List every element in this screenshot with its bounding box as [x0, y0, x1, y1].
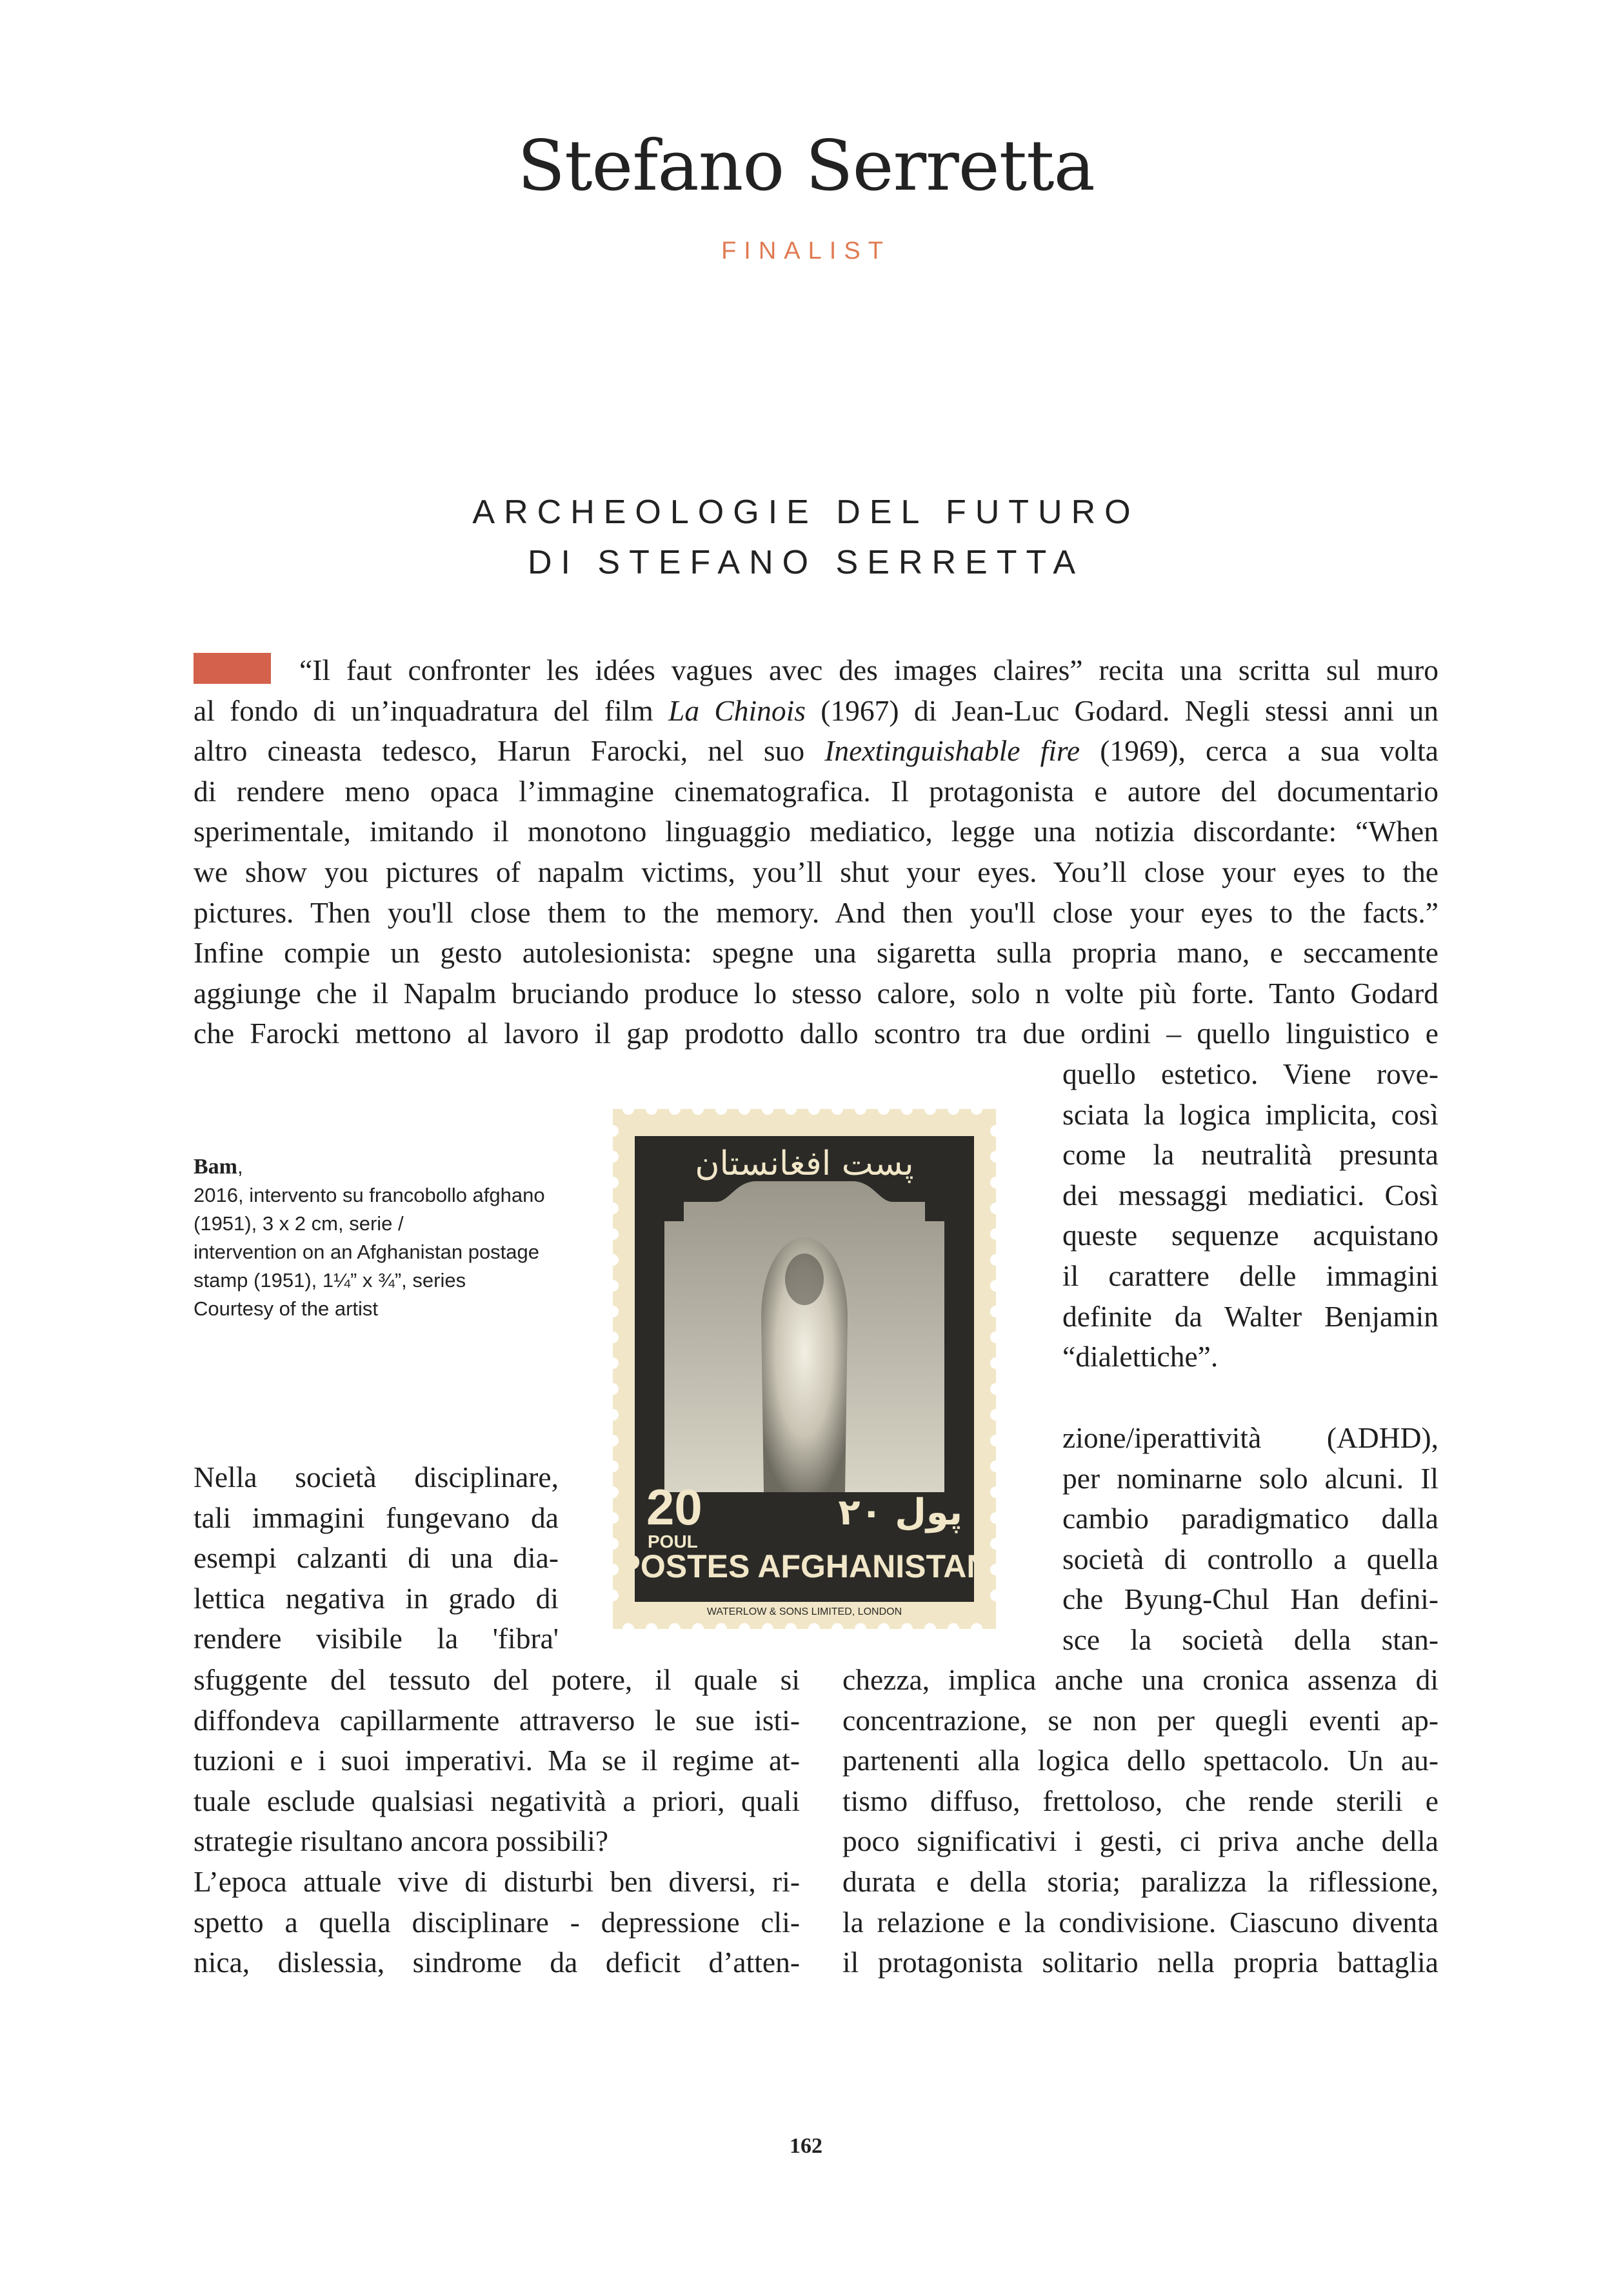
text-line: che Byung-Chul Han defini- — [1062, 1582, 1438, 1616]
text-line: we show you pictures of napalm victims, you’ll shut your eyes. You’ll close your eyes to the — [194, 855, 1438, 888]
text-line: pictures. Then you'll close them to the memory. And then you'll close your eyes to the facts.” — [194, 895, 1438, 929]
text-line: che Farocki mettono al lavoro il gap prodotto dallo scontro tra due ordini – quello linguistico e — [194, 1017, 1438, 1050]
intro-paragraph — [194, 650, 1438, 1054]
text-line: dei messaggi mediatici. Così — [1062, 1178, 1438, 1212]
caption-title: Bam — [194, 1155, 237, 1179]
text-line: tismo diffuso, frettoloso, che rende sterili e — [842, 1784, 1438, 1817]
text-line: sciata la logica implicita, così — [1062, 1097, 1438, 1131]
text-line: la relazione e la condivisione. Ciascuno diventa — [842, 1905, 1438, 1939]
bottom-left-column — [194, 1660, 800, 1983]
text-line: definite da Walter Benjamin — [1062, 1299, 1438, 1333]
bottom-right-column — [842, 1660, 1438, 1983]
text-line: tali immagini fungevano da — [194, 1501, 559, 1534]
text-line: rendere visibile la 'fibra' — [194, 1622, 559, 1655]
essay-title-line-2: DI STEFANO SERRETTA — [527, 544, 1085, 581]
text-line: aggiunge che il Napalm bruciando produce lo stesso calore, solo n volte più forte. Tanto Godard — [194, 976, 1438, 1010]
image-caption — [194, 1153, 555, 1323]
text-line: concentrazione, se non per quegli eventi ap- — [842, 1703, 1438, 1737]
stamp-printer: WATERLOW & SONS LIMITED, LONDON — [706, 1606, 902, 1617]
stamp-country: POSTES AFGHANISTAN — [619, 1548, 990, 1584]
text-line: sce la società della stan- — [1062, 1622, 1438, 1656]
artist-name: Stefano Serretta — [517, 126, 1095, 206]
film-title: Inextinguishable fire — [824, 734, 1080, 768]
text-line: tuale esclude qualsiasi negatività a priori, quali — [194, 1784, 800, 1817]
text-line-content: “Il faut confronter les idées vagues avec des images claires” recita una scritta sul muro — [299, 654, 1438, 686]
caption-line: intervention on an Afghanistan postage — [194, 1241, 540, 1263]
right-column-top — [1062, 1054, 1438, 1377]
right-column-mid — [1062, 1418, 1438, 1661]
left-column-mid — [194, 1457, 559, 1659]
caption-line: stamp (1951), 1¼” x ¾”, series — [194, 1269, 466, 1292]
text-line: tuzioni e i suoi imperativi. Ma se il regime at- — [194, 1744, 800, 1777]
text-line — [194, 650, 1438, 691]
stamp-value-right: ۲۰ پول — [838, 1492, 962, 1533]
text-line: diffondeva capillarmente attraverso le sue isti- — [194, 1703, 800, 1737]
page-number: 162 — [790, 2134, 822, 2158]
text-line: durata e della storia; paralizza la riflessione, — [842, 1864, 1438, 1898]
text-line: strategie risultano ancora possibili? — [194, 1824, 609, 1858]
text-line: chezza, implica anche una cronica assenza di — [842, 1663, 1438, 1696]
text-line: poco significativi i gesti, ci priva anche della — [842, 1824, 1438, 1858]
text-line: spetto a quella disciplinare - depressione cli- — [194, 1905, 800, 1939]
text-line: al fondo di un’inquadratura del film La Chinois (1967) di Jean-Luc Godard. Negli stessi anni un — [194, 694, 1438, 727]
text-line: società di controllo a quella — [1062, 1542, 1438, 1575]
text-line: per nominarne solo alcuni. Il — [1062, 1461, 1438, 1495]
stamp-top-script: پست افغانستان — [695, 1144, 914, 1183]
text-line: Infine compie un gesto autolesionista: spegne una sigaretta sulla propria mano, e seccamente — [194, 936, 1438, 970]
caption-line: Courtesy of the artist — [194, 1297, 379, 1320]
text-line: il carattere delle immagini — [1062, 1259, 1438, 1292]
text-line: cambio paradigmatico dalla — [1062, 1502, 1438, 1535]
text-line: sfuggente del tessuto del potere, il quale si — [194, 1663, 800, 1696]
text-line: queste sequenze acquistano — [1062, 1219, 1438, 1252]
text-line: come la neutralità presunta — [1062, 1138, 1438, 1172]
text-line: “dialettiche”. — [1062, 1340, 1219, 1373]
text-line: sperimentale, imitando il monotono linguaggio mediatico, legge una notizia discordante: “When — [194, 815, 1438, 848]
caption-title-suffix: , — [237, 1155, 243, 1178]
text-line: nica, dislessia, sindrome da deficit d’atten- — [194, 1946, 800, 1979]
text-line: partenenti alla logica dello spettacolo. Un au- — [842, 1744, 1438, 1777]
afghan-stamp-image — [609, 1105, 1000, 1633]
text-line: il protagonista solitario nella propria battaglia — [842, 1946, 1438, 1979]
text-line: di rendere meno opaca l’immagine cinematografica. Il protagonista e autore del documentario — [194, 774, 1438, 808]
text-line: lettica negativa in grado di — [194, 1581, 559, 1615]
text-line: zione/iperattività (ADHD), — [1062, 1421, 1438, 1454]
stamp-unit: POUL — [648, 1532, 698, 1552]
caption-line: (1951), 3 x 2 cm, serie / — [194, 1212, 404, 1235]
essay-title-line-1: ARCHEOLOGIE DEL FUTURO — [472, 494, 1140, 531]
stamp-value-left: 20 — [646, 1479, 702, 1535]
essay-title — [0, 487, 1612, 588]
caption-line: 2016, intervento su francobollo afghano — [194, 1184, 545, 1206]
finalist-label: FINALIST — [721, 237, 891, 265]
text-line: esempi calzanti di una dia- — [194, 1541, 559, 1575]
text-line: L’epoca attuale vive di disturbi ben diversi, ri- — [194, 1864, 800, 1898]
film-title: La Chinois — [668, 694, 806, 727]
text-line: quello estetico. Viene rove- — [1062, 1057, 1438, 1090]
text-line: altro cineasta tedesco, Harun Farocki, nel suo Inextinguishable fire (1969), cerca a sua volta — [194, 734, 1438, 768]
text-line: Nella società disciplinare, — [194, 1461, 559, 1493]
